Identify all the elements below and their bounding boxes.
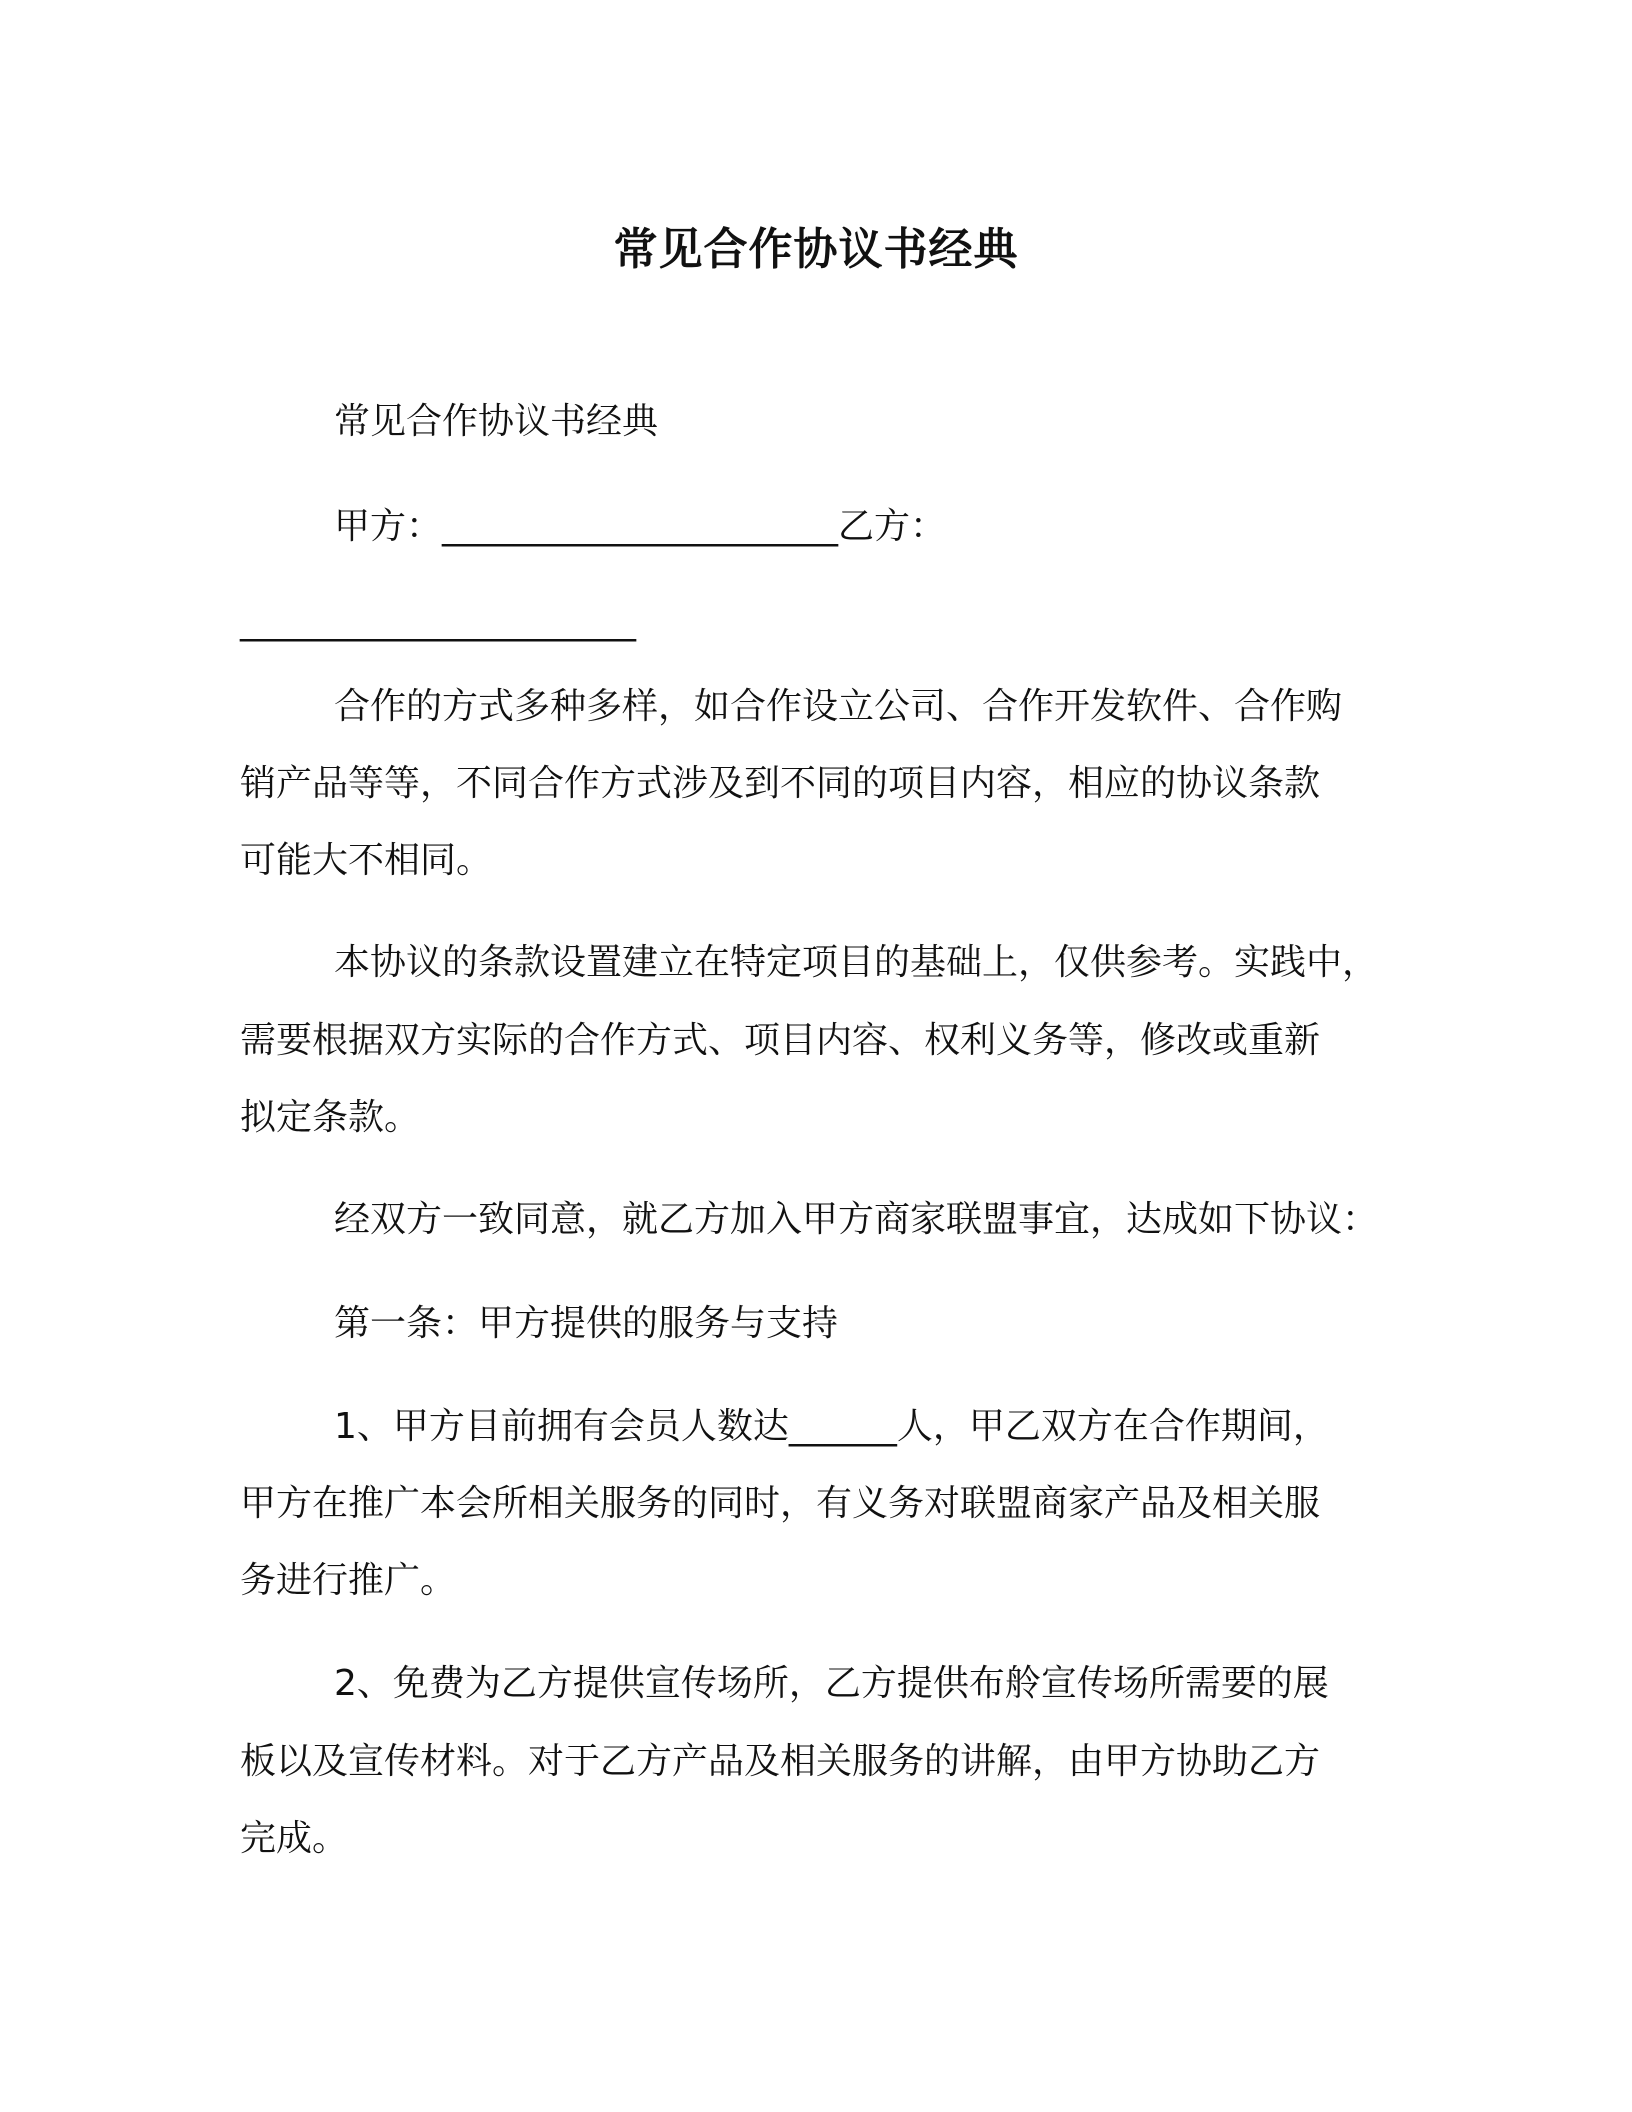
paragraph-1-line-2: 销产品等等，不同合作方式涉及到不同的项目内容，相应的协议条款 xyxy=(240,763,1321,804)
clause-2-line-2: 板以及宣传材料。对于乙方产品及相关服务的讲解，由甲方协助乙方 xyxy=(240,1741,1321,1782)
clause-2-line-3: 完成。 xyxy=(240,1818,349,1859)
clause-2-line-1: 2、免费为乙方提供宣传场所，乙方提供布舲宣传场所需要的展 xyxy=(334,1663,1329,1704)
party-b-blank-line: ______________________ xyxy=(240,601,636,642)
subtitle-line: 常见合作协议书经典 xyxy=(334,401,659,442)
clause-1-line-1: 1、甲方目前拥有会员人数达______人，甲乙双方在合作期间， xyxy=(334,1406,1329,1447)
paragraph-2-line-1: 本协议的条款设置建立在特定项目的基础上，仅供参考。实践中， xyxy=(334,942,1379,983)
paragraph-2-line-2: 需要根据双方实际的合作方式、项目内容、权利义务等，修改或重新 xyxy=(240,1020,1321,1061)
clause-1-line-2: 甲方在推广本会所相关服务的同时，有义务对联盟商家产品及相关服 xyxy=(240,1483,1321,1524)
paragraph-1-line-1: 合作的方式多种多样，如合作设立公司、合作开发软件、合作购 xyxy=(334,686,1343,727)
paragraph-2-line-3: 拟定条款。 xyxy=(240,1097,421,1138)
agreement-intro-line: 经双方一致同意，就乙方加入甲方商家联盟事宜，达成如下协议： xyxy=(334,1199,1379,1240)
parties-line: 甲方：______________________乙方： xyxy=(334,506,947,547)
article-1-heading: 第一条：甲方提供的服务与支持 xyxy=(334,1303,839,1344)
paragraph-1-line-3: 可能大不相同。 xyxy=(240,840,493,881)
document-title: 常见合作协议书经典 xyxy=(613,224,1019,275)
clause-1-line-3: 务进行推广。 xyxy=(240,1560,457,1601)
